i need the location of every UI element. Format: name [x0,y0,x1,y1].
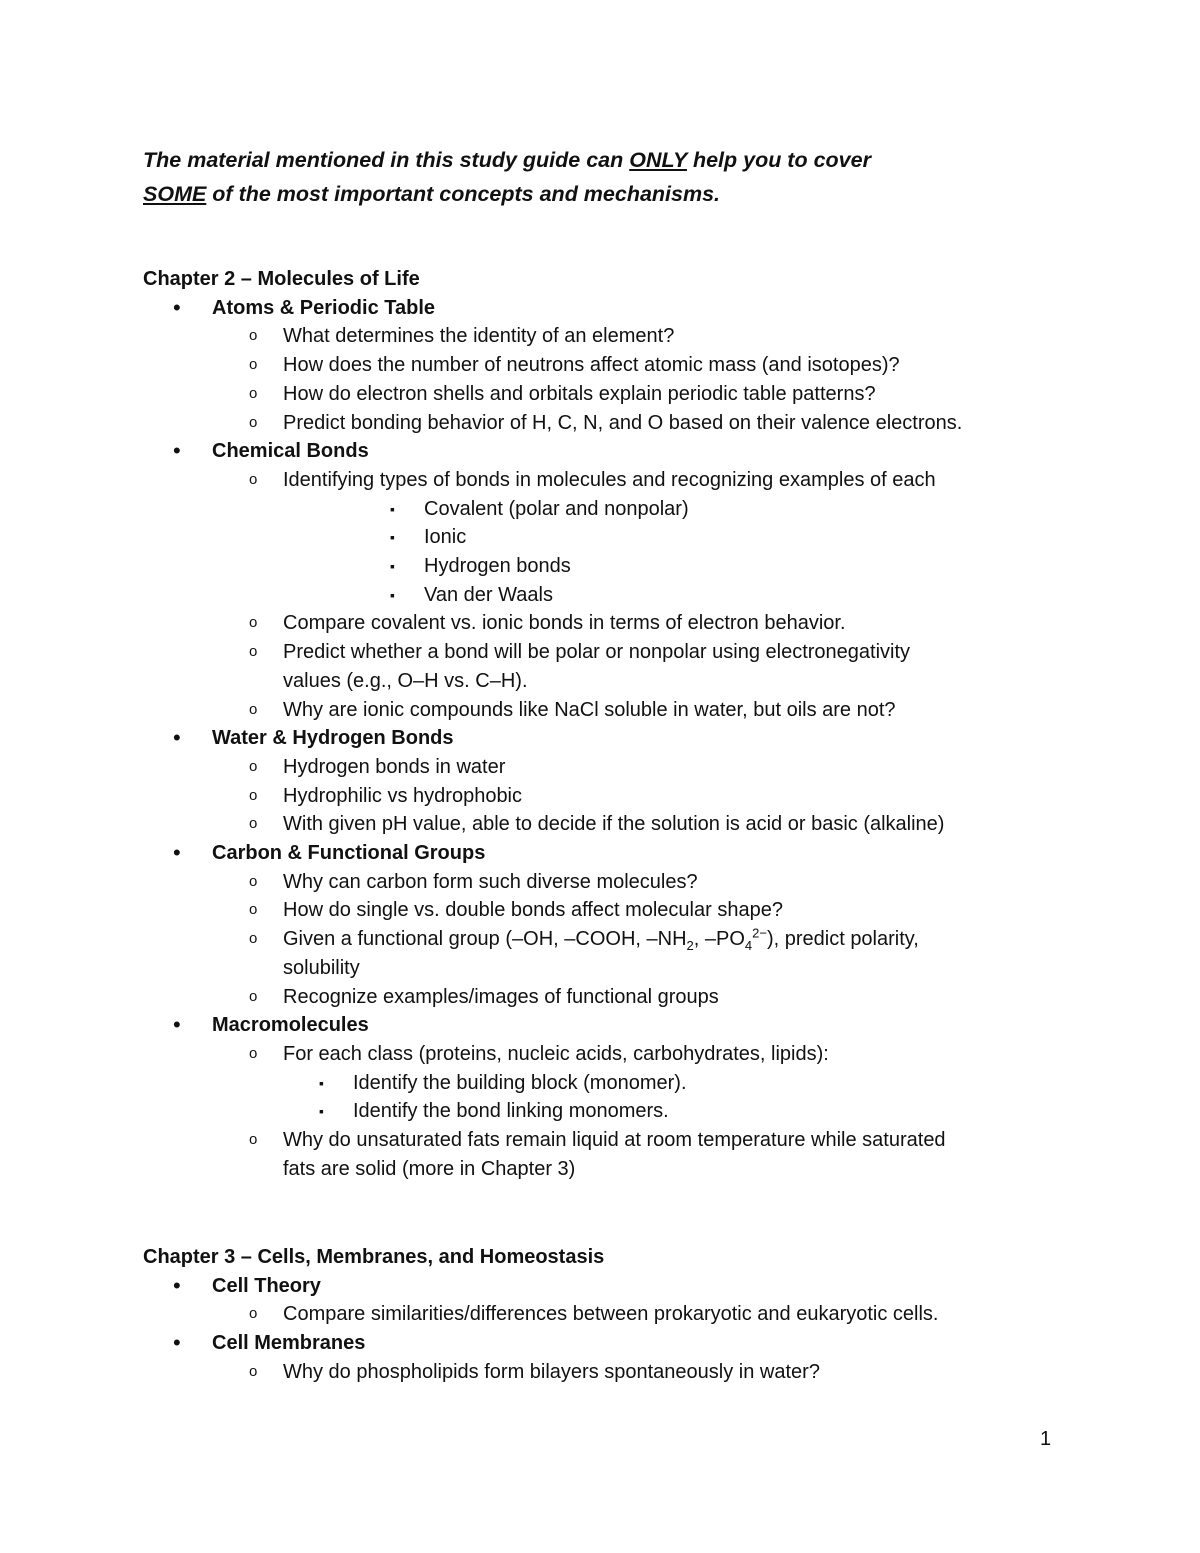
list-item: o How do single vs. double bonds affect molecular shape? [143,896,1143,925]
list-item: o For each class (proteins, nucleic acids, carbohydrates, lipids): [143,1040,1143,1069]
topic-chemical-bonds: • Chemical Bonds [143,437,1143,466]
list-item: o Recognize examples/images of functional groups [143,983,1143,1012]
list-item: o Hydrogen bonds in water [143,753,1143,782]
square-bullet-icon: ▪ [319,1103,324,1120]
circle-bullet-icon: o [249,384,258,402]
list-item: o Identifying types of bonds in molecules and recognizing examples of each [143,466,1143,495]
circle-bullet-icon: o [249,1362,258,1380]
list-subitem: ▪ Van der Waals [143,581,1143,610]
emphasis-only: ONLY [629,148,687,172]
intro-note: The material mentioned in this study guide can ONLY help you to cover SOME of the most important concepts and mechanisms. [143,148,871,206]
chapter-3-section [143,1243,1143,1387]
list-item: o What determines the identity of an element? [143,322,1143,351]
circle-bullet-icon: o [249,930,258,948]
list-item: o With given pH value, able to decide if the solution is acid or basic (alkaline) [143,810,1143,839]
bullet-icon: • [173,725,181,751]
circle-bullet-icon: o [249,413,258,431]
list-item-continuation: fats are solid (more in Chapter 3) [283,1157,576,1180]
chapter-2-section [143,265,1143,1183]
topic-cell-membranes: • Cell Membranes [143,1329,1143,1358]
list-subitem: ▪ Identify the building block (monomer). [143,1069,1143,1098]
bullet-icon: • [173,294,181,320]
topic-water: • Water & Hydrogen Bonds [143,724,1143,753]
chapter-3-title: Chapter 3 – Cells, Membranes, and Homeostasis [143,1246,605,1268]
list-item: o Predict whether a bond will be polar or nonpolar using electronegativity [143,638,1143,667]
list-item: o Compare similarities/differences between prokaryotic and eukaryotic cells. [143,1300,1143,1329]
list-subitem: ▪ Ionic [143,523,1143,552]
circle-bullet-icon: o [249,470,258,488]
topic-macromolecules: • Macromolecules [143,1011,1143,1040]
list-item: o How does the number of neutrons affect atomic mass (and isotopes)? [143,351,1143,380]
list-item: o Compare covalent vs. ionic bonds in terms of electron behavior. [143,609,1143,638]
circle-bullet-icon: o [249,987,258,1005]
topic-atoms: • Atoms & Periodic Table [143,294,1143,323]
chapter-2-title: Chapter 2 – Molecules of Life [143,268,420,290]
circle-bullet-icon: o [249,901,258,919]
list-item: o Why are ionic compounds like NaCl soluble in water, but oils are not? [143,696,1143,725]
list-item: o Why do unsaturated fats remain liquid at room temperature while saturated [143,1126,1143,1155]
bullet-icon: • [173,1012,181,1038]
page-number: 1 [1040,1428,1052,1450]
list-subitem: ▪ Identify the bond linking monomers. [143,1097,1143,1126]
circle-bullet-icon: o [249,815,258,833]
circle-bullet-icon: o [249,872,258,890]
circle-bullet-icon: o [249,356,258,374]
circle-bullet-icon: o [249,700,258,718]
bullet-icon: • [173,438,181,464]
circle-bullet-icon: o [249,614,258,632]
list-item: o Hydrophilic vs hydrophobic [143,782,1143,811]
list-item: o Predict bonding behavior of H, C, N, and O based on their valence electrons. [143,409,1143,438]
circle-bullet-icon: o [249,1305,258,1323]
square-bullet-icon: ▪ [390,529,395,546]
emphasis-some: SOME [143,182,207,206]
bullet-icon: • [173,1272,181,1298]
square-bullet-icon: ▪ [319,1074,324,1091]
circle-bullet-icon: o [249,1131,258,1149]
circle-bullet-icon: o [249,327,258,345]
circle-bullet-icon: o [249,757,258,775]
topic-cell-theory: • Cell Theory [143,1272,1143,1301]
circle-bullet-icon: o [249,786,258,804]
list-item: o Given a functional group (–OH, –COOH, $-NH_2$, $-PO_4^{2-}$), predict polarity, [249,925,919,954]
square-bullet-icon: ▪ [390,500,395,517]
bullet-icon: • [173,840,181,866]
square-bullet-icon: ▪ [390,586,395,603]
topic-carbon: • Carbon & Functional Groups [143,839,1143,868]
list-subitem: ▪ Covalent (polar and nonpolar) [143,495,1143,524]
list-item-continuation: values (e.g., O–H vs. C–H). [283,669,528,692]
circle-bullet-icon: o [249,643,258,661]
square-bullet-icon: ▪ [390,558,395,575]
bullet-icon: • [173,1330,181,1356]
list-item: o How do electron shells and orbitals explain periodic table patterns? [143,380,1143,409]
list-item: o Why can carbon form such diverse molecules? [143,868,1143,897]
list-item: o Why do phospholipids form bilayers spontaneously in water? [143,1358,1143,1387]
list-item-continuation: solubility [283,956,360,979]
list-subitem: ▪ Hydrogen bonds [143,552,1143,581]
circle-bullet-icon: o [249,1044,258,1062]
